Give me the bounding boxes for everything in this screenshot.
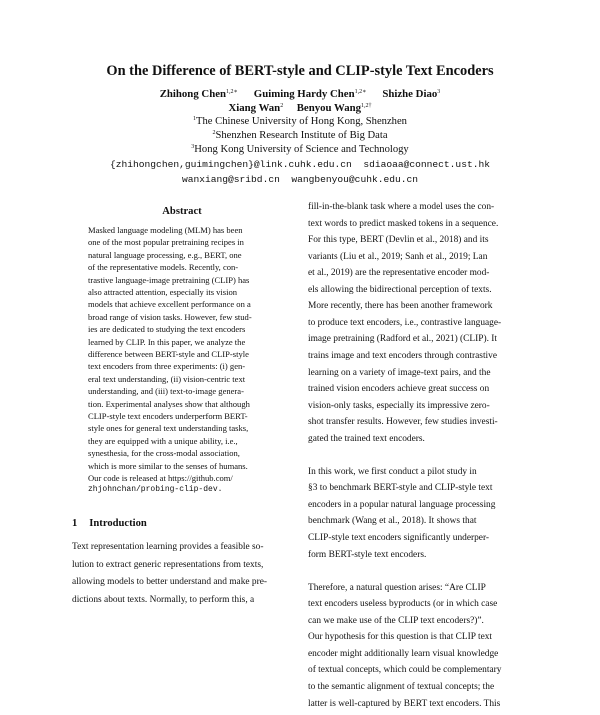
text-line: eral text understanding, (ii) vision-centric text [88, 373, 246, 384]
author-name: Xiang Wan [228, 102, 281, 114]
author-name: Zhihong Chen [159, 88, 227, 100]
author-sup: 1,2∗ [226, 89, 238, 95]
text-line: trains image and text encoders through contrastive [308, 350, 498, 361]
section-heading [72, 518, 147, 529]
text-line: More recently, there has been another framework [308, 301, 493, 312]
text-line: understanding, and (iii) text-to-image genera- [88, 386, 244, 397]
text-line: learned by CLIP. In this paper, we analyze the [88, 336, 246, 347]
text-line: Our hypothesis for this question is that CLIP text [308, 632, 493, 643]
author-name: Shizhe Diao [382, 88, 438, 100]
text-line: text encoders from three experiments: (i) gen- [88, 361, 246, 372]
text-line: to the semantic alignment of textual concepts; the [308, 681, 495, 692]
text-line: els allowing the bidirectional perception of texts. [308, 284, 492, 295]
text-line: dictions about texts. Normally, to perform this, a [72, 594, 255, 605]
text-line: zhjohnchan/probing-clip-dev. [88, 485, 223, 495]
text-line: image pretraining (Radford et al., 2021) (CLIP). It [308, 334, 498, 345]
text-line: which is more similar to the senses of humans. [88, 460, 248, 471]
text-line: difference between BERT-style and CLIP-style [88, 349, 249, 359]
text-line: et al., 2019) are the representative encoder mod- [308, 268, 490, 279]
abstract-heading: Abstract [162, 206, 202, 217]
email-line-1: {zhihongchen,guimingchen}@link.cuhk.edu.cn sdiaoaa@connect.ust.hk [110, 159, 490, 170]
author-sup: 3 [437, 89, 441, 95]
text-line: variants (Liu et al., 2019; Sanh et al., 2019; Lan [308, 251, 488, 262]
text-line: §3 to benchmark BERT-style and CLIP-style text [308, 483, 493, 494]
text-line: of textual concepts, which could be complementary [308, 665, 502, 676]
affiliation-sup: 2 [212, 130, 216, 136]
author-row-1 [0, 88, 600, 100]
affiliation-sup: 3 [191, 144, 195, 150]
text-line [308, 450, 530, 466]
affiliation-text: Hong Kong University of Science and Technology [194, 144, 409, 155]
author-sup: 1,2∗ [354, 89, 367, 95]
text-line: vision-only tasks, especially its impressive zero- [308, 400, 490, 411]
text-line: encoder might additionally learn visual knowledge [308, 648, 499, 659]
text-line [308, 566, 530, 582]
text-line: allowing models to better understand and make pre- [72, 577, 267, 588]
text-line: Masked language modeling (MLM) has been [88, 225, 243, 235]
text-line: can we make use of the CLIP text encoders?)”. [308, 615, 484, 626]
text-line: benchmark (Wang et al., 2018). It shows that [308, 516, 477, 527]
text-line: trastive language-image pretraining (CLIP) has [88, 274, 250, 285]
text-line: shot transfer results. However, few studies investi- [308, 417, 498, 428]
text-line: synesthesia, for the cross-modal association, [88, 448, 240, 459]
text-line: gated the trained text encoders. [308, 433, 425, 444]
author-row-2 [0, 102, 600, 114]
text-line: of the representative models. Recently, con- [88, 262, 239, 273]
text-line: Our code is released at https://github.com/ [88, 473, 233, 483]
text-line: Therefore, a natural question arises: “Are CLIP [308, 582, 486, 593]
text-line: text words to predict masked tokens in a sequence. [308, 218, 499, 229]
affiliation-text: The Chinese University of Hong Kong, Shenzhen [196, 116, 407, 127]
text-line: lution to extract generic representations from texts, [72, 559, 264, 570]
text-line: natural language processing, e.g., BERT, one [88, 249, 242, 260]
text-line: encoders in a popular natural language processing [308, 499, 496, 510]
text-line: models that achieve excellent performance on a [88, 299, 251, 310]
text-line: trained vision encoders achieve great success on [308, 384, 490, 395]
text-line: fill-in-the-blank task where a model uses the con- [308, 202, 495, 212]
author-sup: 1,2† [361, 103, 372, 109]
text-line: ies are dedicated to studying the text encoders [88, 324, 246, 335]
paper-title: On the Difference of BERT-style and CLIP-style Text Encoders [106, 63, 494, 79]
text-line: one of the most popular pretraining recipes in [88, 237, 244, 248]
author-name: Benyou Wang [296, 102, 362, 114]
text-line: CLIP-style text encoders significantly underper- [308, 533, 490, 543]
author-name: Guiming Hardy Chen [253, 88, 355, 100]
text-line: also attracted attention, especially its vision [88, 287, 238, 297]
affiliation-text: Shenzhen Research Institute of Big Data [215, 130, 388, 141]
text-line: to produce text encoders, i.e., contrastive language- [308, 317, 502, 328]
text-line: broad range of vision tasks. However, few stud- [88, 311, 252, 322]
affiliation-3 [0, 144, 600, 155]
text-line: learning on a variety of image-text pairs, and the [308, 367, 491, 378]
affiliation-2 [0, 130, 600, 141]
affiliation-sup: 1 [193, 116, 197, 122]
text-line: style ones for general text understanding tasks, [88, 423, 249, 434]
text-line: they are equipped with a unique ability, i.e., [88, 435, 238, 446]
author-sup: 2 [280, 103, 284, 109]
text-line: tion. Experimental analyses show that although [88, 398, 250, 409]
text-line: For this type, BERT (Devlin et al., 2018) and its [308, 235, 489, 246]
text-line: Text representation learning provides a feasible so- [72, 542, 264, 552]
email-line-2: wanxiang@sribd.cn wangbenyou@cuhk.edu.cn [181, 174, 419, 185]
text-line: form BERT-style text encoders. [308, 549, 427, 560]
text-line: latter is well-captured by BERT text encoders. This [308, 698, 501, 709]
text-line: text encoders useless byproducts (or in which case [308, 599, 498, 610]
text-line: In this work, we first conduct a pilot study in [308, 466, 477, 477]
section-title: Introduction [89, 518, 147, 529]
affiliation-1 [0, 116, 600, 127]
section-number: 1 [72, 518, 78, 529]
text-line: CLIP-style text encoders underperform BERT- [88, 411, 248, 421]
